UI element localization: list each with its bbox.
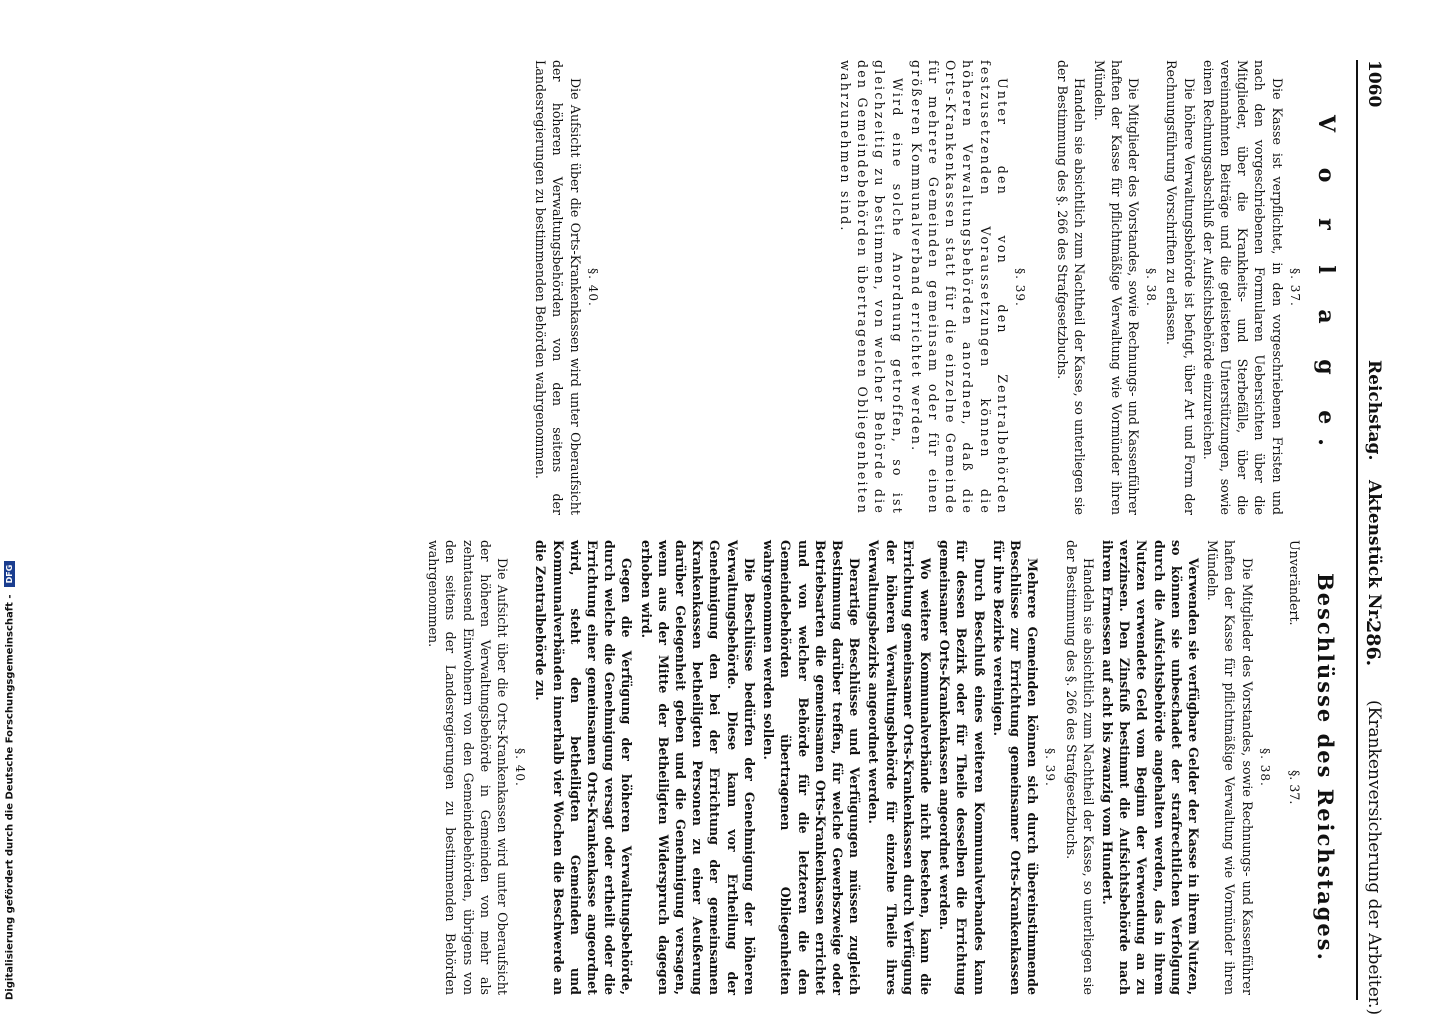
paragraph: Durch Beschluß eines weiteren Kommunalverbandes kann für dessen Bezirk oder für Theile desselben die Errichtung gemeinsamer Orts-Krankenkassen angeordnet werden. (937, 540, 987, 995)
paragraph: Wird eine solche Anordnung getroffen, so ist gleichzeitig zu bestimmen, von welcher Behörde die den Gemeindebehörden übertragenen Obliegenheiten wahrzunehmen sind. (837, 60, 905, 515)
paragraph: Gegen die Verfügung der höheren Verwaltungsbehörde, durch welche die Genehmigung versagt oder ertheilt oder die Errichtung einer gemeinsamen Orts-Krankenkasse angeordnet wird, steht den betheiligten Gemeinden und Kommunalverbänden innerhalb vier Wochen die Beschwerde an die Zentralbehörde zu. (533, 540, 635, 995)
section-heading: §. 39. (1043, 748, 1058, 787)
paragraph: Die höhere Verwaltungsbehörde ist befugt, über Art und Form der Rechnungsführung Vorschriften zu erlassen. (1164, 60, 1197, 515)
section-heading: §. 40. (585, 268, 600, 307)
paragraph: Wo weitere Kommunalverbände nicht bestehen, kann die Errichtung gemeinsamer Orts-Krankenkassen durch Verfügung der höheren Verwaltungsbehörde für einzelne Theile ihres Verwaltungsbezirks angeordnet werden. (866, 540, 933, 995)
paragraph: Die Kasse ist verpflichtet, in den vorgeschriebenen Fristen und nach den vorgeschriebenen Formularen Uebersichten über die Mitglieder, über die Krankheits- und Sterbefälle, über die vereinnahmten Beiträge und die geleisteten Unterstützungen, sowie einen Rechnungsabschluß der Aufsichtsbehörde einzureichen. (1200, 60, 1285, 515)
section-heading: §. 38. (1144, 268, 1159, 307)
credit-text: Digitalisierung gefördert durch die Deutsche Forschungsgemeinschaft - (4, 594, 16, 1000)
section-heading: §. 39. (1012, 268, 1027, 307)
page-header (1356, 60, 1386, 1015)
paragraph: Mehrere Gemeinden können sich durch übereinstimmende Beschlüsse zur Errichtung gemeinsamer Orts-Krankenkassen für ihre Bezirke vereinigen. (990, 540, 1041, 995)
paragraph: Derartige Beschlüsse und Verfügungen müssen zugleich Bestimmung darüber treffen, für welche Gewerbszweige oder Betriebsarten die gemeinsamen Orts-Krankenkassen errichtet und von welcher Behörde für die letzteren die den Gemeindebehörden übertragenen Obliegenheiten wahrgenommen werden sollen. (761, 540, 863, 995)
digitization-credit (4, 0, 18, 1000)
paragraph: Verwenden sie verfügbare Gelder der Kasse in ihrem Nutzen, so können sie unbeschadet der strafrechtlichen Verfolgung durch die Aufsichtsbehörde angehalten werden, das in ihrem Nutzen verwendete Geld vom Beginn der Verwendung an zu verzinsen. Den Zinsfuß bestimmt die Aufsichtsbehörde nach ihrem Ermessen auf acht bis zwanzig vom Hundert. (1099, 540, 1201, 995)
left-column (530, 60, 1339, 515)
page-number: 1060 (1364, 60, 1384, 108)
paragraph: Die Aufsicht über die Orts-Krankenkassen wird unter Oberaufsicht der höheren Verwaltungsbehörden von den seitens der Landesregierungen zu bestimmenden Behörden wahrgenommen. (533, 60, 583, 515)
paragraph: Die Aufsicht über die Orts-Krankenkassen wird unter Oberaufsicht der höheren Verwaltungsbehörde in Gemeinden von mehr als zehntausend Einwohnern von den Gemeindebehörden, übrigens von den seitens der Landesregierungen zu bestimmenden Behörden wahrgenommen. (426, 540, 511, 995)
rotated-document-page (96, 60, 1386, 1015)
document-label: Aktenstück Nr. (1364, 480, 1384, 623)
right-column (423, 540, 1338, 995)
dfg-logo: DFG (4, 561, 15, 587)
document-subject: (Krankenversicherung der Arbeiter.) (1364, 700, 1384, 1015)
right-column-title: Beschlüsse des Reichstages. (1313, 573, 1338, 962)
paragraph: Handeln sie absichtlich zum Nachtheil der Kasse, so unterliegen sie der Bestimmung des §. 266 des Strafgesetzbuchs. (1055, 60, 1088, 515)
document-number: 286. (1362, 620, 1384, 667)
paragraph: Unter den von den Zentralbehörden festzusetzenden Voraussetzungen können die höheren Verwaltungsbehörden anordnen, daß die Orts-Krankenkassen statt für die einzelne Gemeinde für mehrere Gemeinden gemeinsam oder für einen größeren Kommunalverband errichtet werden. (908, 60, 1010, 515)
section-heading: §. 37. (1286, 770, 1302, 805)
paragraph: Handeln sie absichtlich zum Nachtheil der Kasse, so unterliegen sie der Bestimmung des §. 266 des Strafgesetzbuchs. (1063, 540, 1096, 995)
section-heading: §. 40. (513, 748, 528, 787)
publication-name: Reichstag. (1364, 360, 1384, 461)
section-heading: §. 37. (1287, 268, 1302, 307)
section-heading: §. 38. (1257, 748, 1272, 787)
paragraph: Die Beschlüsse bedürfen der Genehmigung der höheren Verwaltungsbehörde. Diese kann vor Ertheilung der Genehmigung den bei der Errichtung der gemeinsamen Krankenkassen betheiligten Personen zu einer Aeußerung darüber Gelegenheit geben und die Genehmigung versagen, wenn aus der Mitte der Betheiligten Widerspruch dagegen erhoben wird. (638, 540, 757, 995)
unchanged-note: Unverändert. (1286, 540, 1302, 626)
paragraph: Die Mitglieder des Vorstandes, sowie Rechnungs- und Kassenführer haften der Kasse für pflichtmäßige Verwaltung wie Vormünder ihren Mündeln. (1091, 60, 1141, 515)
paragraph: Die Mitglieder des Vorstandes, sowie Rechnungs- und Kassenführer haften der Kasse für pflichtmäßige Verwaltung wie Vormünder ihren Mündeln. (1205, 540, 1255, 995)
left-column-title: V o r l a g e. (1313, 115, 1339, 460)
